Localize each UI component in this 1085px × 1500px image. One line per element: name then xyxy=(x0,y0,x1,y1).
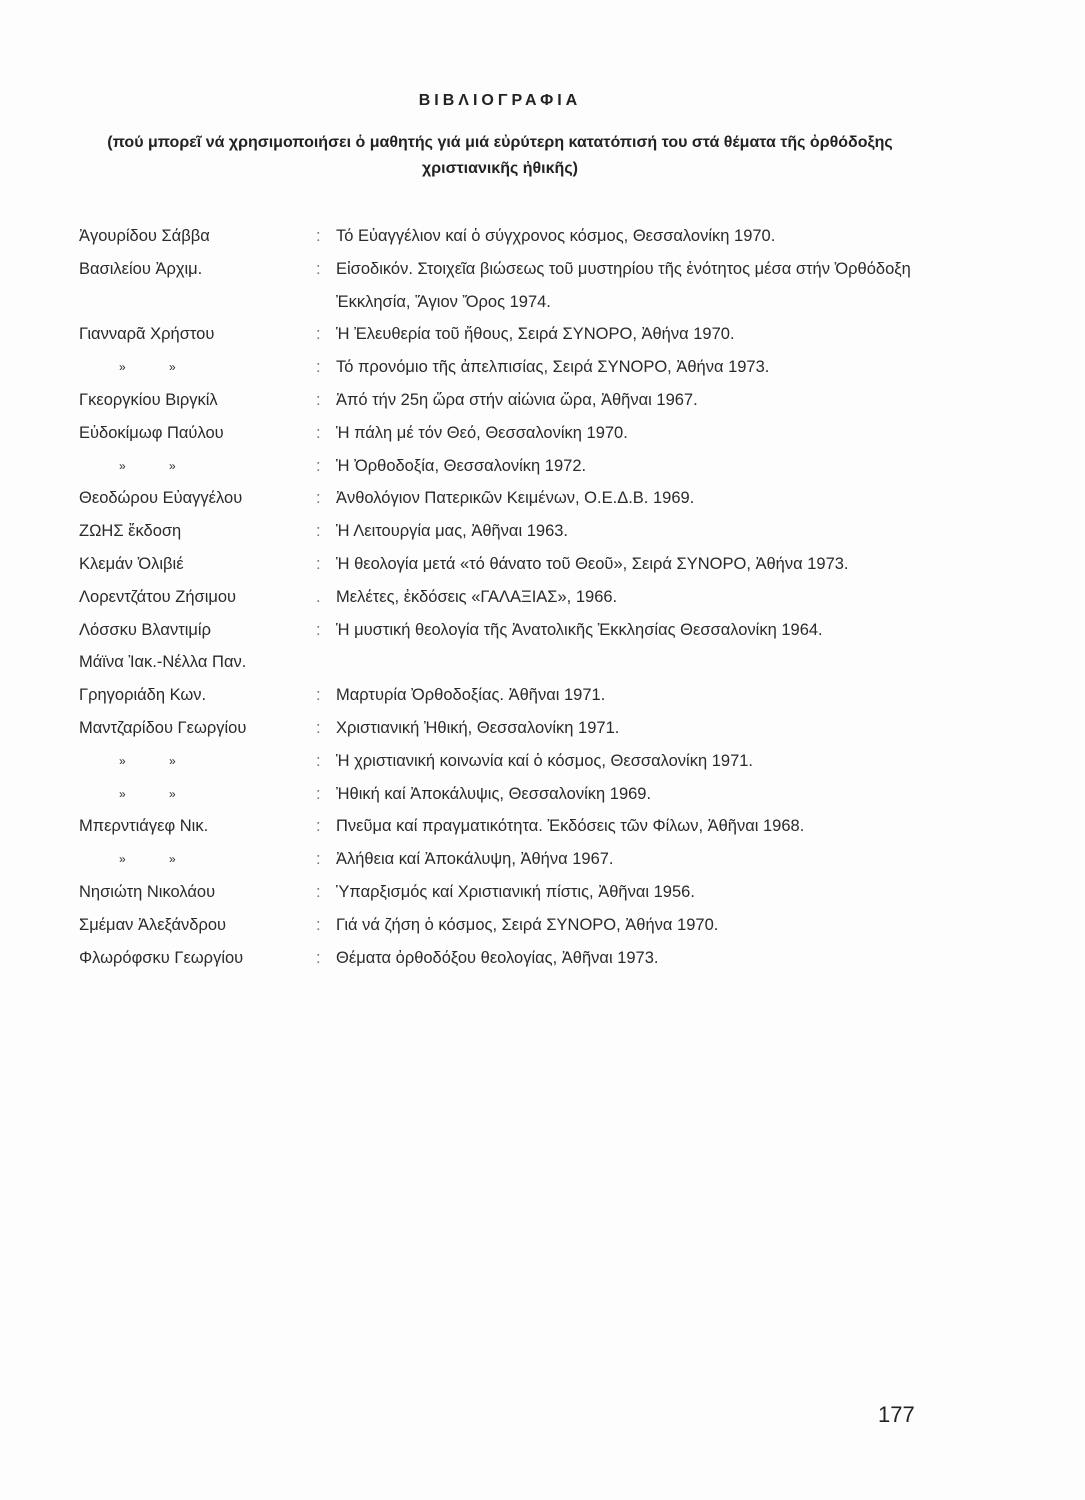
entry-work: Τό προνόμιο τῆς ἀπελπισίας, Σειρά ΣΥΝΟΡΟ, Ἀθήνα 1973. xyxy=(336,358,770,377)
entry-author: Λορεντζάτου Ζήσιμου xyxy=(79,587,237,606)
bibliography-entry xyxy=(79,614,949,647)
entry-separator: : xyxy=(316,227,321,245)
entry-work: Ἀπό τήν 25η ὥρα στήν αἰώνια ὥρα, Ἀθῆναι 1967. xyxy=(336,390,698,409)
entry-separator: : xyxy=(316,948,321,967)
bibliography-entry xyxy=(79,876,949,909)
bibliography-entry xyxy=(79,909,949,942)
entry-separator xyxy=(316,646,336,679)
bibliography-entry xyxy=(79,778,949,811)
entry-author: Φλωρόφσκυ Γεωργίου xyxy=(79,948,244,967)
entry-work: Ἀλήθεια καί Ἀποκάλυψη, Ἀθήνα 1967. xyxy=(336,850,614,869)
entry-separator: : xyxy=(316,554,321,573)
entry-author-ditto: » » xyxy=(119,852,196,867)
entry-author: Βασιλείου Ἀρχιμ. xyxy=(79,259,203,278)
entry-separator: : xyxy=(316,489,321,508)
entry-work: Μαρτυρία Ὀρθοδοξίας. Ἀθῆναι 1971. xyxy=(336,686,606,705)
entry-separator: : xyxy=(316,784,321,803)
bibliography-entry xyxy=(79,318,949,351)
entry-separator: : xyxy=(316,522,321,541)
bibliography-entry xyxy=(79,548,949,581)
entry-author: ΖΩΗΣ ἔκδοση xyxy=(79,522,182,541)
entry-author-ditto: » » xyxy=(119,458,196,473)
entry-separator: : xyxy=(316,358,321,377)
entry-work: Ἡ Λειτουργία μας, Ἀθῆναι 1963. xyxy=(336,522,569,541)
entry-author: Ἀγουρίδου Σάββα xyxy=(79,227,210,245)
entry-separator: : xyxy=(316,325,321,344)
entry-author: Εὐδοκίμωφ Παύλου xyxy=(79,423,224,442)
entry-work: Πνεῦμα καί πραγματικότητα. Ἐκδόσεις τῶν Φίλων, Ἀθῆναι 1968. xyxy=(336,817,805,836)
entry-separator: : xyxy=(316,423,321,442)
entry-separator: : xyxy=(316,850,321,869)
entry-separator: : xyxy=(316,718,321,737)
page-title: ΒΙΒΛΙΟΓΡΑΦΙΑ xyxy=(418,92,582,109)
entry-separator: : xyxy=(316,390,321,409)
entry-author: Μάϊνα Ἰακ.-Νέλλα Παν. xyxy=(79,653,247,672)
bibliography-entry xyxy=(79,253,949,319)
entry-work: Θέματα ὀρθοδόξου θεολογίας, Ἀθῆναι 1973. xyxy=(336,948,659,967)
entry-author: Νησιώτη Νικολάου xyxy=(79,882,216,901)
bibliography-entry xyxy=(79,646,949,679)
entry-author-ditto: » » xyxy=(119,786,196,801)
bibliography-entry xyxy=(79,712,949,745)
entry-work: Ὑπαρξισμός καί Χριστιανική πίστις, Ἀθῆναι 1956. xyxy=(336,882,695,901)
entry-separator: : xyxy=(316,456,321,475)
entry-author: Μαντζαρίδου Γεωργίου xyxy=(79,718,247,737)
bibliography-entry xyxy=(79,351,949,384)
entry-separator: : xyxy=(316,817,321,836)
entry-work: Ἠθική καί Ἀποκάλυψις, Θεσσαλονίκη 1969. xyxy=(336,784,652,803)
entry-work: Ἡ πάλη μέ τόν Θεό, Θεσσαλονίκη 1970. xyxy=(336,423,628,442)
entry-author: Λόσσκυ Βλαντιμίρ xyxy=(79,620,211,639)
entry-author: Γιανναρᾶ Χρήστου xyxy=(79,325,215,344)
page-subtitle: (πού μπορεῖ νά χρησιμοποιήσει ὁ μαθητής γιά μιά εὐρύτερη κατατόπισή του στά θέματα τῆς ὀρθόδοξης χριστιανικῆς ἠθικῆς) xyxy=(107,134,893,177)
bibliography-entry xyxy=(79,942,949,975)
entry-work: Ἡ χριστιανική κοινωνία καί ὁ κόσμος, Θεσσαλονίκη 1971. xyxy=(336,751,754,770)
entry-author-ditto: » » xyxy=(119,360,196,375)
bibliography-entry xyxy=(79,810,949,843)
bibliography-entry xyxy=(79,515,949,548)
entry-work: Ἡ θεολογία μετά «τό θάνατο τοῦ Θεοῦ», Σειρά ΣΥΝΟΡΟ, Ἀθήνα 1973. xyxy=(336,554,849,573)
entry-author: Θεοδώρου Εὐαγγέλου xyxy=(79,489,243,508)
entry-work: Μελέτες, ἐκδόσεις «ΓΑΛΑΞΙΑΣ», 1966. xyxy=(336,587,618,606)
page-number: 177 xyxy=(878,1402,915,1427)
entry-separator: . xyxy=(316,587,321,606)
entry-separator: : xyxy=(316,882,321,901)
bibliography-entry xyxy=(79,745,949,778)
entry-work xyxy=(336,646,949,679)
entry-separator: : xyxy=(316,259,321,278)
entry-author-ditto: » » xyxy=(119,753,196,768)
bibliography-entry xyxy=(79,384,949,417)
entry-separator: : xyxy=(316,751,321,770)
entry-work: Ἡ Ἐλευθερία τοῦ ἤθους, Σειρά ΣΥΝΟΡΟ, Ἀθήνα 1970. xyxy=(336,325,735,344)
entry-work: Εἰσοδικόν. Στοιχεῖα βιώσεως τοῦ μυστηρίου τῆς ἑνότητος μέσα στήν Ὀρθόδοξη Ἐκκλησία, Ἅγιον Ὄρος 1974. xyxy=(336,259,911,311)
entry-author: Γκεοργκίου Βιργκίλ xyxy=(79,390,218,409)
entry-work: Χριστιανική Ἠθική, Θεσσαλονίκη 1971. xyxy=(336,718,620,737)
entry-work: Ἡ μυστική θεολογία τῆς Ἀνατολικῆς Ἐκκλησίας Θεσσαλονίκη 1964. xyxy=(336,620,823,639)
entry-separator: : xyxy=(316,915,321,934)
entry-author: Μπερντιάγεφ Νικ. xyxy=(79,817,209,836)
bibliography-entry xyxy=(79,417,949,450)
entry-separator: : xyxy=(316,686,321,705)
bibliography-entry xyxy=(79,220,949,253)
entry-author: Σμέμαν Ἀλεξάνδρου xyxy=(79,915,227,934)
bibliography-entry xyxy=(79,482,949,515)
bibliography-entry xyxy=(79,581,949,614)
entry-work: Τό Εὐαγγέλιον καί ὁ σύγχρονος κόσμος, Θεσσαλονίκη 1970. xyxy=(336,227,776,245)
entry-work: Ἀνθολόγιον Πατερικῶν Κειμένων, Ο.Ε.Δ.Β. 1969. xyxy=(336,489,695,508)
entry-separator: : xyxy=(316,620,321,639)
entry-work: Γιά νά ζήση ὁ κόσμος, Σειρά ΣΥΝΟΡΟ, Ἀθήνα 1970. xyxy=(336,915,719,934)
bibliography-entry xyxy=(79,450,949,483)
entry-work: Ἡ Ὀρθοδοξία, Θεσσαλονίκη 1972. xyxy=(336,456,587,475)
bibliography-entry xyxy=(79,843,949,876)
bibliography-entry xyxy=(79,679,949,712)
entry-author: Γρηγοριάδη Κων. xyxy=(79,686,207,705)
entry-author: Κλεμάν Ὀλιβιέ xyxy=(79,554,184,573)
bibliography-list xyxy=(79,220,949,974)
